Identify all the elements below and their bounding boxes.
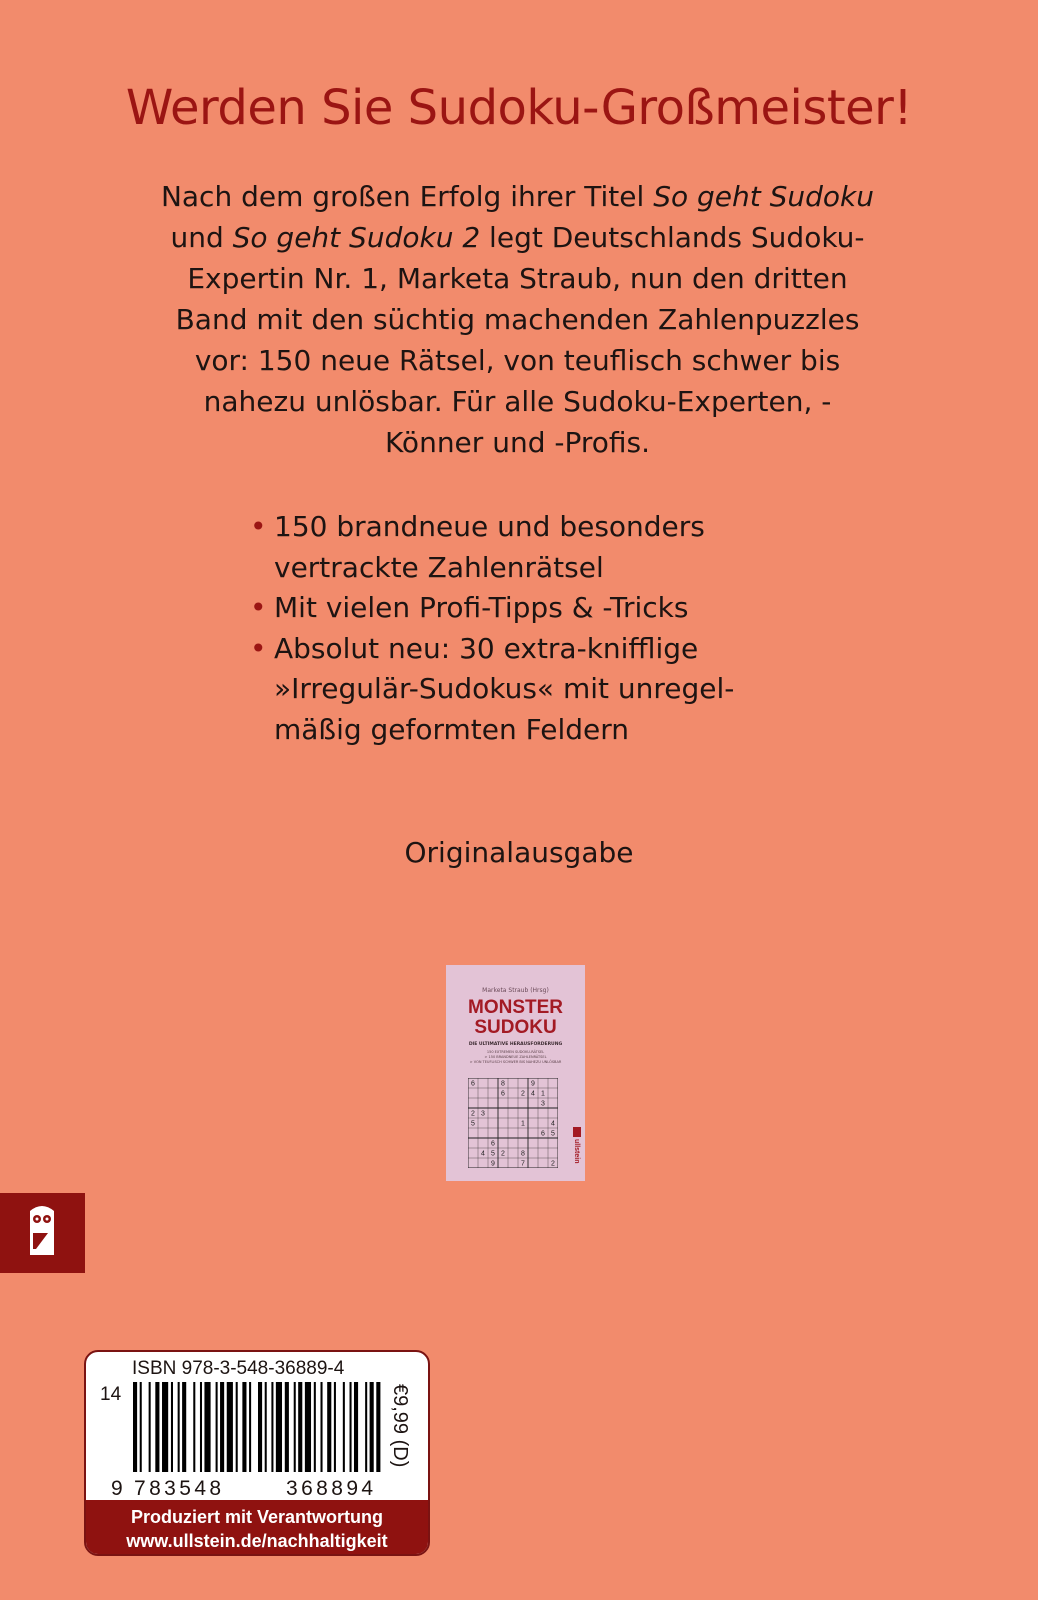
barcode-bar: [321, 1382, 323, 1472]
feature-item: • Absolut neu: 30 extra-knifflige »Irregulär-Sudokus« mit unregel-mäßig geformten Feldern: [250, 629, 770, 751]
feature-list: [250, 507, 770, 750]
sudoku-cell-value: 6: [491, 1140, 495, 1148]
barcode-bar: [314, 1382, 316, 1472]
barcode-bar: [204, 1382, 210, 1472]
barcode-bar: [182, 1382, 186, 1472]
barcode-bar: [376, 1382, 380, 1472]
sudoku-cell-value: 5: [471, 1120, 475, 1128]
blurb-text-2: und: [170, 221, 233, 254]
barcode-icon: [133, 1382, 383, 1478]
mini-cover-point: > VON TEUFLISCH SCHWER BIS NAHEZU UNLÖSBAR: [469, 1060, 562, 1064]
blurb-title-1: So geht Sudoku: [653, 180, 875, 213]
barcode-bar: [220, 1382, 224, 1472]
barcode-bar: [258, 1382, 262, 1472]
mini-cover-publisher: ullstein: [573, 1139, 580, 1164]
barcode-bar: [236, 1382, 238, 1472]
sudoku-cell-value: 5: [491, 1150, 495, 1158]
barcode-bar: [370, 1382, 374, 1472]
barcode-bar: [227, 1382, 233, 1472]
barcode-bar: [334, 1382, 336, 1472]
barcode-bar: [271, 1382, 273, 1472]
mini-cover-point: > 150 BRANDNEUE ZAHLENRÄTSEL: [484, 1055, 547, 1059]
sudoku-cell-value: 1: [521, 1120, 525, 1128]
barcode-bar: [149, 1382, 151, 1472]
barcode-bar: [354, 1382, 358, 1472]
sudoku-cell-value: 2: [501, 1150, 505, 1158]
blurb-title-2: So geht Sudoku 2: [232, 221, 481, 254]
barcode-bar: [249, 1382, 251, 1472]
sudoku-cell-value: 7: [521, 1160, 525, 1168]
barcode-lead-digit: 9: [111, 1477, 123, 1500]
barcode-label: [84, 1350, 430, 1556]
barcode-bar: [265, 1382, 267, 1472]
sudoku-cell-value: 6: [501, 1090, 505, 1098]
blurb-paragraph: [160, 176, 875, 463]
barcode-bar: [285, 1382, 289, 1472]
mini-cover-point: 150 EXTREMEN SUDOKU-RÄTSEL: [486, 1050, 545, 1054]
sudoku-cell-value: 3: [541, 1100, 545, 1108]
mini-cover-publisher-logo: [573, 1127, 581, 1175]
mini-cover-tagline: DIE ULTIMATIVE HERAUSFORDERUNG: [468, 1042, 563, 1047]
mini-cover-title-line: MONSTER: [468, 997, 563, 1018]
barcode-digits-right: 368894: [286, 1477, 377, 1500]
mini-cover-title-line: SUDOKU: [474, 1017, 557, 1038]
price-label: €9,99 (D): [389, 1384, 411, 1468]
barcode-bar: [193, 1382, 195, 1472]
feature-item: • Mit vielen Profi-Tipps & -Tricks: [250, 588, 770, 629]
mini-cover-points: [446, 1050, 585, 1065]
sudoku-cell-value: 3: [481, 1110, 485, 1118]
sudoku-cell-value: 2: [521, 1090, 525, 1098]
sustainability-banner: [86, 1500, 428, 1556]
barcode-bar: [171, 1382, 173, 1472]
sudoku-cell-value: 9: [491, 1160, 495, 1168]
isbn-number: ISBN 978-3-548-36889-4: [132, 1358, 345, 1379]
blurb-text-1: Nach dem großen Erfolg ihrer Titel: [160, 180, 654, 213]
barcode-bar: [298, 1382, 302, 1472]
owl-logo-icon: [0, 1193, 85, 1273]
sustainability-text: Produziert mit Verantwortung: [130, 1507, 384, 1527]
sudoku-cell-value: 6: [541, 1130, 545, 1138]
sudoku-cell-value: 1: [541, 1090, 545, 1098]
sudoku-cell-value: 8: [521, 1150, 525, 1158]
barcode-bar: [140, 1382, 142, 1472]
mini-cover-image: [446, 965, 585, 1181]
barcode-bar: [155, 1382, 159, 1472]
barcode-bar: [276, 1382, 282, 1472]
barcode-digits-left: 783548: [134, 1477, 225, 1500]
barcode-addon: 14: [100, 1384, 122, 1405]
mini-cover-editor: Marketa Straub (Hrsg): [482, 987, 549, 994]
sudoku-cell-value: 4: [531, 1090, 535, 1098]
sustainability-url: www.ullstein.de/nachhaltigkeit: [126, 1531, 388, 1551]
sudoku-cell-value: 9: [531, 1080, 535, 1088]
barcode-bar: [327, 1382, 331, 1472]
barcode-bar: [162, 1382, 168, 1472]
sudoku-cell-value: 6: [471, 1080, 475, 1088]
barcode-bar: [305, 1382, 311, 1472]
feature-item: • 150 brandneue und besonders vertrackte Zahlenrätsel: [250, 507, 770, 588]
barcode-bar: [343, 1382, 345, 1472]
blurb-text-3: legt Deutschlands Sudoku-Expertin Nr. 1, Marketa Straub, nun den dritten Band mit den süchtig machenden Zahlenpuzzles vor: 150 neue Rätsel, von teuflisch schwer bis nahezu unlösbar. Für alle Sudoku-Experten, -Könner und -Profis.: [175, 221, 865, 459]
barcode-bar: [178, 1382, 180, 1472]
barcode-bar: [200, 1382, 202, 1472]
barcode-bar: [294, 1382, 296, 1472]
barcode-bar: [365, 1382, 367, 1472]
sudoku-cell-value: 4: [551, 1120, 555, 1128]
mini-sudoku-grid: [468, 1078, 558, 1168]
barcode-bar: [216, 1382, 218, 1472]
barcode-bar: [133, 1382, 137, 1472]
sudoku-cell-value: 8: [501, 1080, 505, 1088]
sudoku-cell-value: 4: [481, 1150, 485, 1158]
barcode-bar: [242, 1382, 246, 1472]
sudoku-cell-value: 5: [551, 1130, 555, 1138]
mini-cover-title: [446, 998, 585, 1038]
barcode-bar: [350, 1382, 352, 1472]
edition-label: Originalausgabe: [404, 836, 634, 869]
sudoku-cell-value: 2: [551, 1160, 555, 1168]
sudoku-cell-value: 2: [471, 1110, 475, 1118]
headline: Werden Sie Sudoku-Großmeister!: [125, 80, 913, 136]
